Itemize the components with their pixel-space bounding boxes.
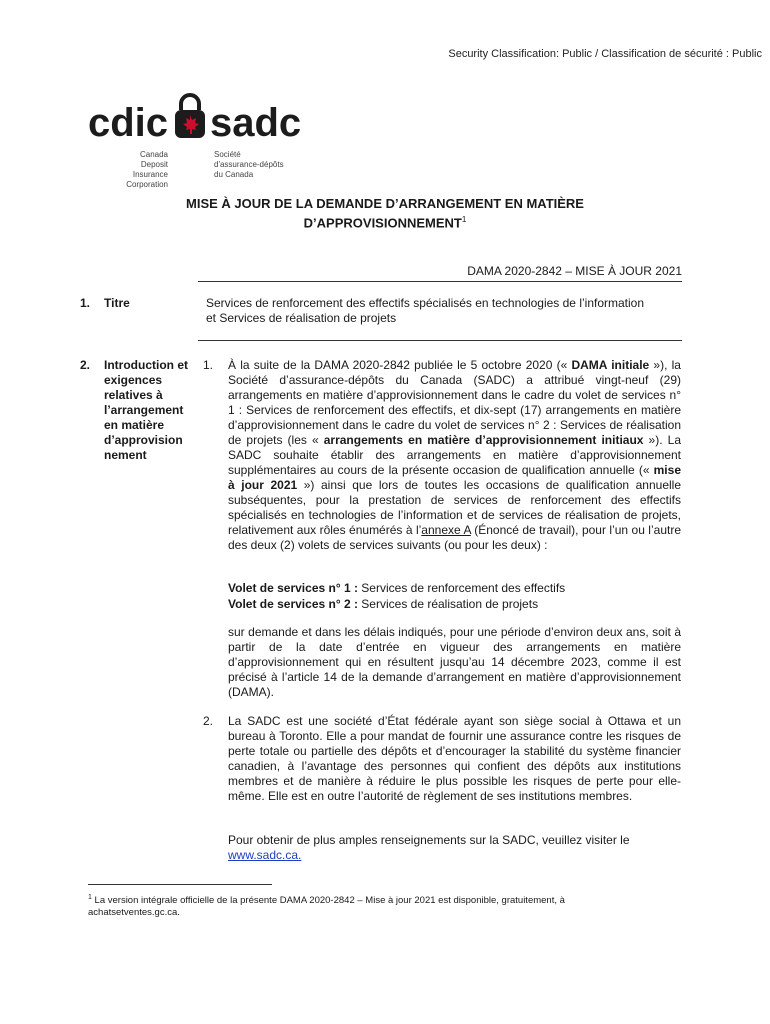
logo-sub-line: Canada xyxy=(139,150,168,159)
paragraph-more-info: Pour obtenir de plus amples renseignements sur la SADC, veuillez visiter le www.sadc.ca. xyxy=(228,833,630,862)
logo-sub-line: Deposit Insurance xyxy=(132,160,168,179)
section-number: 2. xyxy=(80,358,91,372)
body-line: Services de renforcement des effectifs spécialisés en technologies de l’information xyxy=(206,296,645,310)
footnote-number: 1 xyxy=(88,894,92,901)
logo-sub-line: Société xyxy=(214,150,241,159)
label-line: Introduction et xyxy=(104,358,188,372)
footnote xyxy=(88,892,648,919)
title-line: MISE À JOUR DE LA DEMANDE D’ARRANGEMENT EN MATIÈRE xyxy=(186,196,584,211)
section-label: Titre xyxy=(104,296,130,310)
service-stream-1: Volet de services n° 1 : Services de renforcement des effectifs xyxy=(228,581,566,595)
logo-sub-line: Corporation xyxy=(126,180,168,189)
label-line: d’approvision xyxy=(104,433,183,447)
document-title xyxy=(80,196,690,231)
footnote-text: La version intégrale officielle de la présente DAMA 2020-2842 – Mise à jour 2021 est disponible, gratuitement, à achatsetventes.gc.ca. xyxy=(88,895,565,919)
footnote-marker: 1 xyxy=(461,215,467,224)
divider xyxy=(198,281,682,282)
paragraph-sadc-mandate: La SADC est une société d’État fédérale ayant son siège social à Ottawa et un bureau à Toronto. Elle a pour mandat de fournir une assurance contre les risques de perte totale ou partielle des dépôts et d’encourager la stabilité du système financier canadien, à l’avantage des personnes qui confient des dépôts aux institutions membres et de manière à réduire le plus possible les risques de perte pour elle-même. Elle est en outre l’autorité de règlement de ses institutions membres. xyxy=(228,714,681,803)
annex-a-reference: annexe A xyxy=(421,523,471,537)
document-reference: DAMA 2020-2842 – MISE À JOUR 2021 xyxy=(467,264,682,278)
label-line: relatives à xyxy=(104,388,163,402)
paragraph-initial-dama: À la suite de la DAMA 2020-2842 publiée le 5 octobre 2020 (« DAMA initiale »), la Société d’assurance-dépôts du Canada (SADC) a attribué vingt-neuf (29) arrangements en matière d’approvisionnement dans le cadre du volet de services n° 1 : Services de renforcement des effectifs, et dix-sept (17) arrangements en matière d’approvisionnement dans le cadre du volet de services n° 2 : Services de réalisation de projets (les « arrangements en matière d’approvisionnement initiaux »). La SADC souhaite établir des arrangements en matière d’approvisionnement supplémentaires au cours de la présente occasion de qualification annuelle (« mise à jour 2021 ») ainsi que lors de toutes les occasions de qualification annuelle subséquentes, pour la prestation de services de renforcement des effectifs spécialisés en technologies de l’information et de services de réalisation de projets, relativement aux rôles énumérés à l’annexe A (Énoncé de travail), pour l’un ou l’autre des deux (2) volets de services suivants (ou pour les deux) : xyxy=(228,358,682,552)
logo-subtitle-fr xyxy=(214,150,304,180)
label-line: en matière xyxy=(104,418,165,432)
body-line: et Services de réalisation de projets xyxy=(206,311,397,325)
paragraph-period: sur demande et dans les délais indiqués, pour une période d’environ deux ans, soit à partir de la date d’entrée en vigueur des arrangements en matière d’approvisionnement qui en résultent jusqu’au 14 décembre 2023, comme il est précisé à l’article 14 de la demande d’arrangement en matière d’approvisionnement (DAMA). xyxy=(228,625,681,699)
label-line: nement xyxy=(104,448,147,462)
section-number: 1. xyxy=(80,296,91,310)
logo-sub-line: du Canada xyxy=(214,170,254,179)
divider xyxy=(198,340,682,341)
item-number: 2. xyxy=(203,714,214,728)
section-body xyxy=(206,296,676,326)
logo-subtitle-en xyxy=(104,150,168,190)
label-line: exigences xyxy=(104,373,163,387)
security-classification: Security Classification: Public / Classification de sécurité : Public xyxy=(448,48,762,60)
service-streams xyxy=(228,580,565,612)
footnote-divider xyxy=(88,884,272,885)
section-label xyxy=(104,358,188,463)
logo-sub-line: d'assurance-dépôts xyxy=(214,160,284,169)
item-number: 1. xyxy=(203,358,214,372)
service-stream-2: Volet de services n° 2 : Services de réalisation de projets xyxy=(228,597,539,611)
label-line: l’arrangement xyxy=(104,403,184,417)
logo-right-word: sadc xyxy=(210,101,302,145)
sadc-website-link[interactable]: www.sadc.ca. xyxy=(228,848,302,862)
logo-left-word: cdic xyxy=(88,101,169,145)
lock-maple-icon xyxy=(175,95,205,138)
title-line: D’APPROVISIONNEMENT xyxy=(303,215,462,231)
